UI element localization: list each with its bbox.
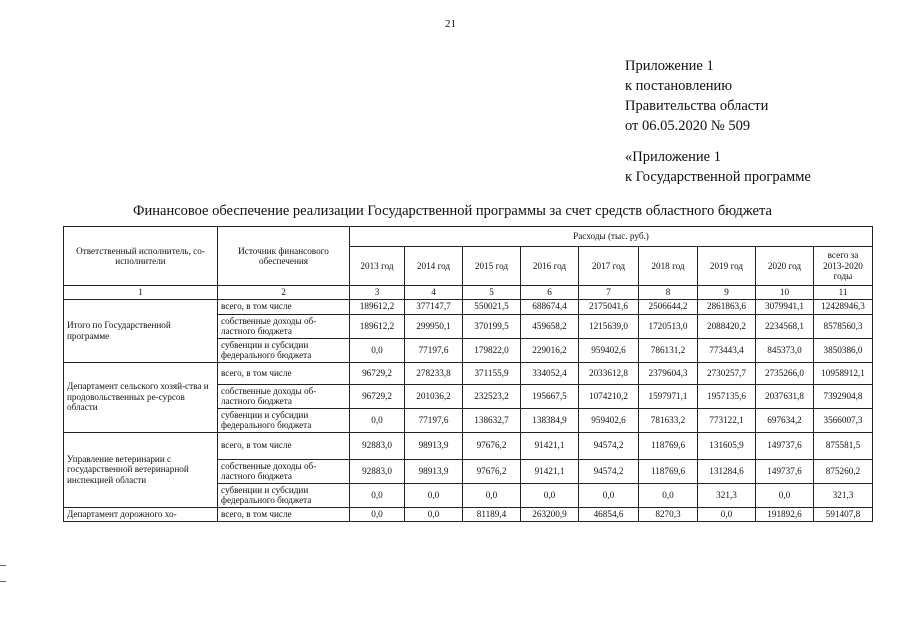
appendix-header xyxy=(625,56,768,136)
edge-mark xyxy=(0,565,6,566)
value-cell: 845373,0 xyxy=(756,338,814,362)
page-number: 21 xyxy=(445,18,456,30)
value-cell: 0,0 xyxy=(405,507,463,521)
value-cell: 92883,0 xyxy=(350,432,405,459)
column-number: 9 xyxy=(698,286,756,300)
table-row xyxy=(64,507,873,521)
value-cell: 12428946,3 xyxy=(814,299,873,314)
value-cell: 131605,9 xyxy=(698,432,756,459)
source-cell: всего, в том числе xyxy=(218,362,350,384)
table-row xyxy=(64,362,873,384)
header-year: 2014 год xyxy=(405,247,463,286)
value-cell: 2037631,8 xyxy=(756,384,814,408)
value-cell: 131284,6 xyxy=(698,459,756,483)
value-cell: 459658,2 xyxy=(521,314,579,338)
value-cell: 1215639,0 xyxy=(579,314,639,338)
source-cell: субвенции и субсидии федерального бюджета xyxy=(218,338,350,362)
value-cell: 2033612,8 xyxy=(579,362,639,384)
value-cell: 0,0 xyxy=(350,408,405,432)
executor-cell: Итого по Государственной программе xyxy=(64,299,218,362)
value-cell: 0,0 xyxy=(579,483,639,507)
value-cell: 371155,9 xyxy=(463,362,521,384)
value-cell: 91421,1 xyxy=(521,459,579,483)
value-cell: 10958912,1 xyxy=(814,362,873,384)
value-cell: 98913,9 xyxy=(405,432,463,459)
value-cell: 232523,2 xyxy=(463,384,521,408)
value-cell: 7392904,8 xyxy=(814,384,873,408)
value-cell: 0,0 xyxy=(405,483,463,507)
value-cell: 1957135,6 xyxy=(698,384,756,408)
value-cell: 2379604,3 xyxy=(639,362,698,384)
value-cell: 77197,6 xyxy=(405,408,463,432)
value-cell: 875581,5 xyxy=(814,432,873,459)
value-cell: 591407,8 xyxy=(814,507,873,521)
appendix-line: Приложение 1 xyxy=(625,58,714,74)
header-year: 2020 год xyxy=(756,247,814,286)
value-cell: 97676,2 xyxy=(463,432,521,459)
value-cell: 3079941,1 xyxy=(756,299,814,314)
value-cell: 81189,4 xyxy=(463,507,521,521)
financial-table xyxy=(63,226,873,522)
value-cell: 278233,8 xyxy=(405,362,463,384)
column-number: 7 xyxy=(579,286,639,300)
value-cell: 92883,0 xyxy=(350,459,405,483)
value-cell: 0,0 xyxy=(756,483,814,507)
value-cell: 1597971,1 xyxy=(639,384,698,408)
header-source: Источник финансового обеспечения xyxy=(218,227,350,286)
value-cell: 0,0 xyxy=(521,483,579,507)
source-cell: субвенции и субсидии федерального бюджета xyxy=(218,408,350,432)
executor-cell: Департамент сельского хозяй-ства и продовольственных ре-сурсов области xyxy=(64,362,218,432)
value-cell: 189612,2 xyxy=(350,299,405,314)
column-number: 10 xyxy=(756,286,814,300)
value-cell: 370199,5 xyxy=(463,314,521,338)
value-cell: 786131,2 xyxy=(639,338,698,362)
value-cell: 263200,9 xyxy=(521,507,579,521)
column-number: 2 xyxy=(218,286,350,300)
appendix-line: Правительства области xyxy=(625,98,769,114)
appendix-line: к Государственной программе xyxy=(625,169,811,185)
value-cell: 149737,6 xyxy=(756,432,814,459)
value-cell: 94574,2 xyxy=(579,432,639,459)
value-cell: 781633,2 xyxy=(639,408,698,432)
appendix-line: «Приложение 1 xyxy=(625,149,721,165)
document-title: Финансовое обеспечение реализации Государственной программы за счет средств областного бюджета xyxy=(133,203,772,219)
value-cell: 91421,1 xyxy=(521,432,579,459)
column-number: 3 xyxy=(350,286,405,300)
value-cell: 2175041,6 xyxy=(579,299,639,314)
value-cell: 138632,7 xyxy=(463,408,521,432)
value-cell: 875260,2 xyxy=(814,459,873,483)
value-cell: 959402,6 xyxy=(579,408,639,432)
table-row xyxy=(64,432,873,459)
value-cell: 550021,5 xyxy=(463,299,521,314)
header-executor: Ответственный исполнитель, со-исполнители xyxy=(64,227,218,286)
source-cell: собственные доходы об-ластного бюджета xyxy=(218,384,350,408)
value-cell: 959402,6 xyxy=(579,338,639,362)
value-cell: 2088420,2 xyxy=(698,314,756,338)
value-cell: 0,0 xyxy=(463,483,521,507)
value-cell: 195667,5 xyxy=(521,384,579,408)
value-cell: 688674,4 xyxy=(521,299,579,314)
edge-mark xyxy=(0,581,6,582)
value-cell: 2506644,2 xyxy=(639,299,698,314)
value-cell: 189612,2 xyxy=(350,314,405,338)
value-cell: 334052,4 xyxy=(521,362,579,384)
value-cell: 299950,1 xyxy=(405,314,463,338)
value-cell: 773443,4 xyxy=(698,338,756,362)
header-year: 2013 год xyxy=(350,247,405,286)
header-year: 2016 год xyxy=(521,247,579,286)
value-cell: 96729,2 xyxy=(350,384,405,408)
value-cell: 201036,2 xyxy=(405,384,463,408)
executor-cell: Департамент дорожного хо- xyxy=(64,507,218,521)
column-number: 5 xyxy=(463,286,521,300)
value-cell: 179822,0 xyxy=(463,338,521,362)
source-cell: собственные доходы об-ластного бюджета xyxy=(218,459,350,483)
value-cell: 118769,6 xyxy=(639,432,698,459)
value-cell: 96729,2 xyxy=(350,362,405,384)
value-cell: 138384,9 xyxy=(521,408,579,432)
value-cell: 321,3 xyxy=(814,483,873,507)
column-number: 8 xyxy=(639,286,698,300)
value-cell: 321,3 xyxy=(698,483,756,507)
column-number: 4 xyxy=(405,286,463,300)
header-expenses: Расходы (тыс. руб.) xyxy=(350,227,873,247)
appendix-line: от 06.05.2020 № 509 xyxy=(625,118,751,134)
value-cell: 98913,9 xyxy=(405,459,463,483)
value-cell: 773122,1 xyxy=(698,408,756,432)
value-cell: 97676,2 xyxy=(463,459,521,483)
header-year: 2015 год xyxy=(463,247,521,286)
column-number: 6 xyxy=(521,286,579,300)
value-cell: 2730257,7 xyxy=(698,362,756,384)
value-cell: 0,0 xyxy=(350,507,405,521)
table-row xyxy=(64,299,873,314)
value-cell: 94574,2 xyxy=(579,459,639,483)
value-cell: 8270,3 xyxy=(639,507,698,521)
value-cell: 0,0 xyxy=(698,507,756,521)
value-cell: 3566007,3 xyxy=(814,408,873,432)
appendix-subheader xyxy=(625,147,811,187)
header-year: 2018 год xyxy=(639,247,698,286)
value-cell: 77197,6 xyxy=(405,338,463,362)
value-cell: 46854,6 xyxy=(579,507,639,521)
source-cell: собственные доходы об-ластного бюджета xyxy=(218,314,350,338)
header-year: 2019 год xyxy=(698,247,756,286)
value-cell: 229016,2 xyxy=(521,338,579,362)
value-cell: 2234568,1 xyxy=(756,314,814,338)
value-cell: 0,0 xyxy=(639,483,698,507)
value-cell: 1720513,0 xyxy=(639,314,698,338)
source-cell: всего, в том числе xyxy=(218,507,350,521)
value-cell: 0,0 xyxy=(350,338,405,362)
source-cell: субвенции и субсидии федерального бюджета xyxy=(218,483,350,507)
executor-cell: Управление ветеринарии с государственной ветеринарной инспекцией области xyxy=(64,432,218,507)
value-cell: 8578560,3 xyxy=(814,314,873,338)
value-cell: 3850386,0 xyxy=(814,338,873,362)
value-cell: 149737,6 xyxy=(756,459,814,483)
value-cell: 377147,7 xyxy=(405,299,463,314)
column-number: 1 xyxy=(64,286,218,300)
header-year: 2017 год xyxy=(579,247,639,286)
value-cell: 2735266,0 xyxy=(756,362,814,384)
value-cell: 118769,6 xyxy=(639,459,698,483)
source-cell: всего, в том числе xyxy=(218,432,350,459)
column-number: 11 xyxy=(814,286,873,300)
appendix-line: к постановлению xyxy=(625,78,733,94)
value-cell: 0,0 xyxy=(350,483,405,507)
value-cell: 1074210,2 xyxy=(579,384,639,408)
source-cell: всего, в том числе xyxy=(218,299,350,314)
value-cell: 191892,6 xyxy=(756,507,814,521)
value-cell: 697634,2 xyxy=(756,408,814,432)
value-cell: 2861863,6 xyxy=(698,299,756,314)
header-year: всего за 2013-2020 годы xyxy=(814,247,873,286)
